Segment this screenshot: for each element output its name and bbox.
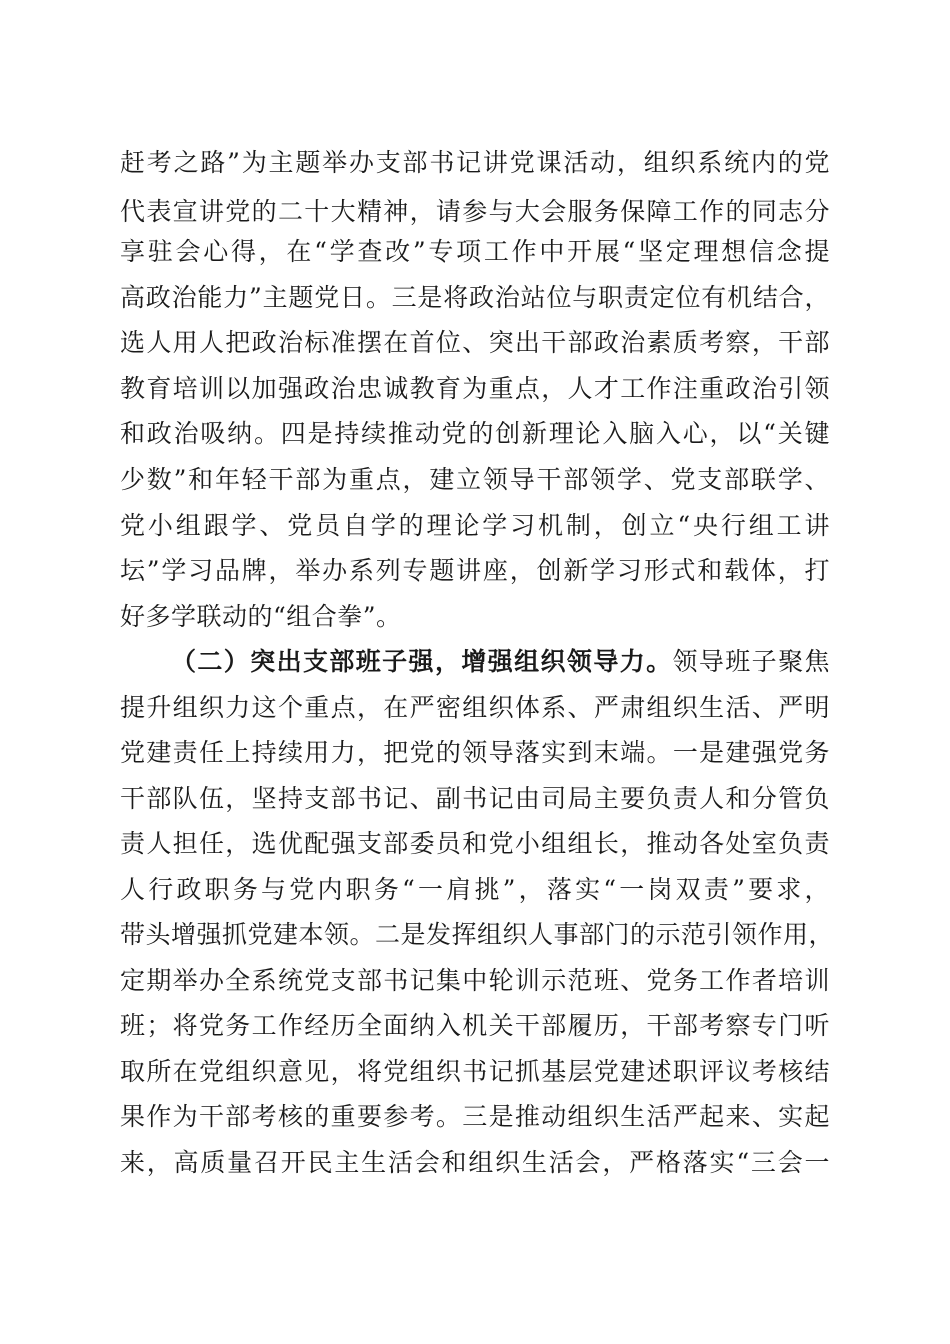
text-line: 代表宣讲党的二十大精神，请参与大会服务保障工作的同志分 — [120, 197, 830, 226]
text-line: 果作为干部考核的重要参考。三是推动组织生活严起来、实起 — [120, 1102, 830, 1131]
text-line: 好多学联动的“组合拳”。 — [120, 602, 402, 631]
text-line: 高政治能力”主题党日。三是将政治站位与职责定位有机结合， — [120, 283, 830, 312]
text-line: 提升组织力这个重点，在严密组织体系、严肃组织生活、严明 — [120, 693, 830, 722]
section-heading-tail: 领导班子聚焦 — [672, 647, 830, 676]
section-heading-line — [171, 642, 830, 682]
text-line: 党建责任上持续用力，把党的领导落实到末端。一是建强党务 — [120, 738, 830, 767]
text-line: 少数”和年轻干部为重点，建立领导干部领学、党支部联学、 — [120, 465, 830, 494]
text-line: 赶考之路”为主题举办支部书记讲党课活动，组织系统内的党 — [120, 148, 830, 177]
text-line: 教育培训以加强政治忠诚教育为重点，人才工作注重政治引领 — [120, 374, 830, 403]
text-line: 享驻会心得，在“学查改”专项工作中开展“坚定理想信念提 — [120, 237, 830, 266]
text-line: 坛”学习品牌，举办系列专题讲座，创新学习形式和载体，打 — [120, 556, 830, 585]
text-line: 和政治吸纳。四是持续推动党的创新理论入脑入心，以“关键 — [120, 419, 830, 448]
text-line: 选人用人把政治标准摆在首位、突出干部政治素质考察，干部 — [120, 328, 830, 357]
text-line: 班；将党务工作经历全面纳入机关干部履历，干部考察专门听 — [120, 1011, 830, 1040]
text-line: 人行政职务与党内职务“一肩挑”，落实“一岗双责”要求， — [120, 875, 830, 904]
section-heading: （二）突出支部班子强，增强组织领导力。 — [171, 647, 673, 676]
text-line: 来，高质量召开民主生活会和组织生活会，严格落实“三会一 — [120, 1148, 830, 1177]
text-line: 干部队伍，坚持支部书记、副书记由司局主要负责人和分管负 — [120, 784, 830, 813]
text-line: 定期举办全系统党支部书记集中轮训示范班、党务工作者培训 — [120, 966, 830, 995]
text-line: 责人担任，选优配强支部委员和党小组组长，推动各处室负责 — [120, 829, 830, 858]
text-line: 取所在党组织意见，将党组织书记抓基层党建述职评议考核结 — [120, 1057, 830, 1086]
text-line: 带头增强抓党建本领。二是发挥组织人事部门的示范引领作用， — [120, 920, 835, 949]
text-line: 党小组跟学、党员自学的理论学习机制，创立“央行组工讲 — [120, 511, 830, 540]
